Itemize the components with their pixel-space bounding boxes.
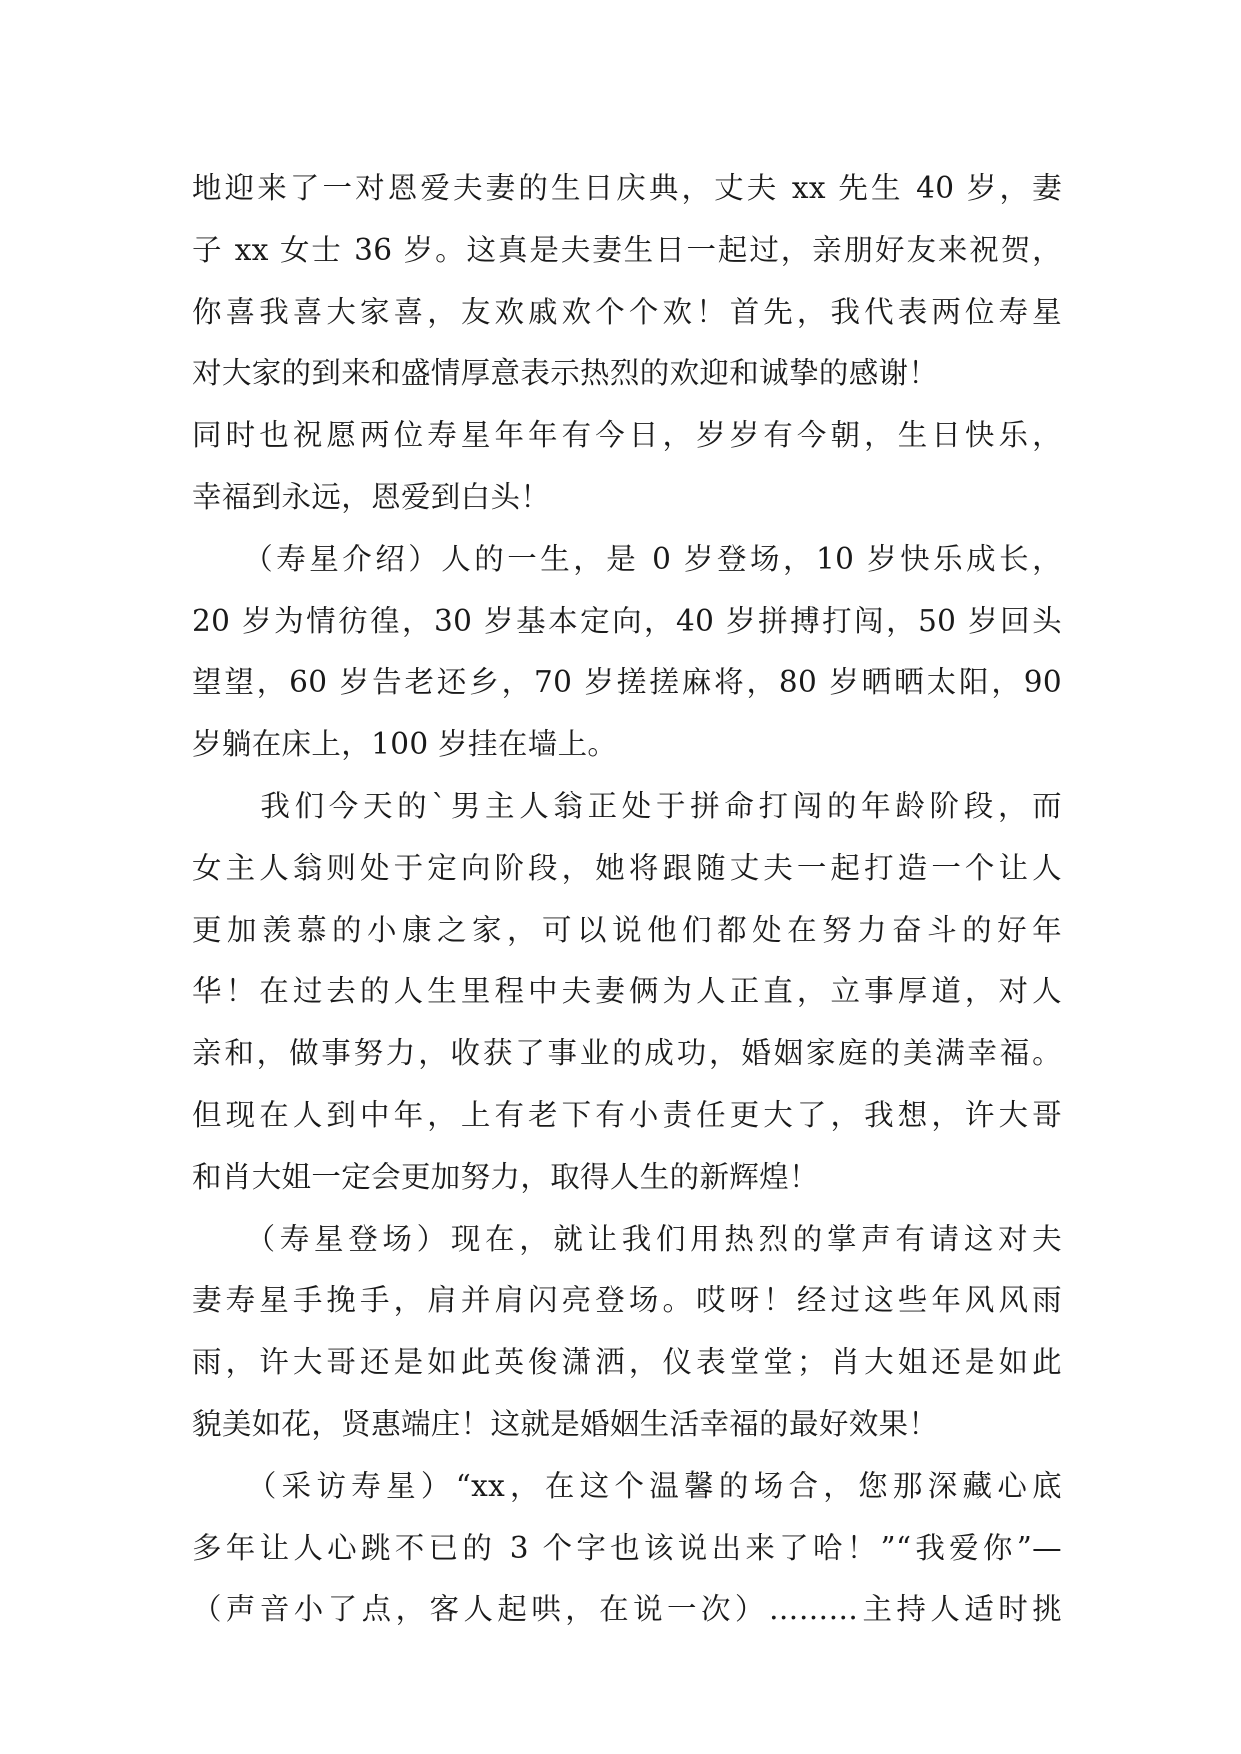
text-line: （声音小了点，客人起哄，在说一次）………主持人适时挑 xyxy=(192,1592,1062,1627)
text-line: （寿星介绍）人的一生，是 0 岁登场，10 岁快乐成长， xyxy=(192,541,1062,576)
text-line: 更加羡慕的小康之家，可以说他们都处在努力奋斗的好年 xyxy=(192,912,1062,947)
text-line: 但现在人到中年，上有老下有小责任更大了，我想，许大哥 xyxy=(192,1097,1062,1132)
text-line: 幸福到永远，恩爱到白头！ xyxy=(192,479,551,514)
text-line: 亲和，做事努力，收获了事业的成功，婚姻家庭的美满幸福。 xyxy=(192,1036,1062,1071)
text-line: （采访寿星）“xx，在这个温馨的场合，您那深藏心底 xyxy=(192,1468,1062,1503)
text-line: 女主人翁则处于定向阶段，她将跟随丈夫一起打造一个让人 xyxy=(192,850,1062,885)
document-body xyxy=(192,158,1062,1641)
text-line: 多年让人心跳不已的 3 个字也该说出来了哈！”“我爱你”— xyxy=(192,1530,1062,1565)
text-line: 雨，许大哥还是如此英俊潇洒，仪表堂堂；肖大姐还是如此 xyxy=(192,1345,1062,1380)
text-line: 对大家的到来和盛情厚意表示热烈的欢迎和诚挚的感谢！ xyxy=(192,356,939,391)
text-line: 妻寿星手挽手，肩并肩闪亮登场。哎呀！经过这些年风风雨 xyxy=(192,1283,1062,1318)
text-line: 你喜我喜大家喜，友欢戚欢个个欢！首先，我代表两位寿星 xyxy=(192,294,1062,329)
text-line: 同时也祝愿两位寿星年年有今日，岁岁有今朝，生日快乐， xyxy=(192,418,1062,453)
text-line: 华！在过去的人生里程中夫妻俩为人正直，立事厚道，对人 xyxy=(192,974,1062,1009)
text-line: 望望，60 岁告老还乡，70 岁搓搓麻将，80 岁晒晒太阳，90 xyxy=(192,665,1062,700)
text-line: （寿星登场）现在，就让我们用热烈的掌声有请这对夫 xyxy=(192,1221,1062,1256)
text-line: 地迎来了一对恩爱夫妻的生日庆典，丈夫 xx 先生 40 岁，妻 xyxy=(192,171,1062,205)
text-line: 和肖大姐一定会更加努力，取得人生的新辉煌！ xyxy=(192,1159,819,1194)
text-line: 20 岁为情彷徨，30 岁基本定向，40 岁拼搏打闯，50 岁回头 xyxy=(192,603,1062,638)
text-line: 貌美如花，贤惠端庄！这就是婚姻生活幸福的最好效果！ xyxy=(192,1406,939,1441)
text-line: 子 xx 女士 36 岁。这真是夫妻生日一起过，亲朋好友来祝贺， xyxy=(192,232,1062,267)
text-line: 岁躺在床上，100 岁挂在墙上。 xyxy=(192,727,618,762)
text-line: 我们今天的`男主人翁正处于拼命打闯的年龄阶段，而 xyxy=(192,788,1062,823)
